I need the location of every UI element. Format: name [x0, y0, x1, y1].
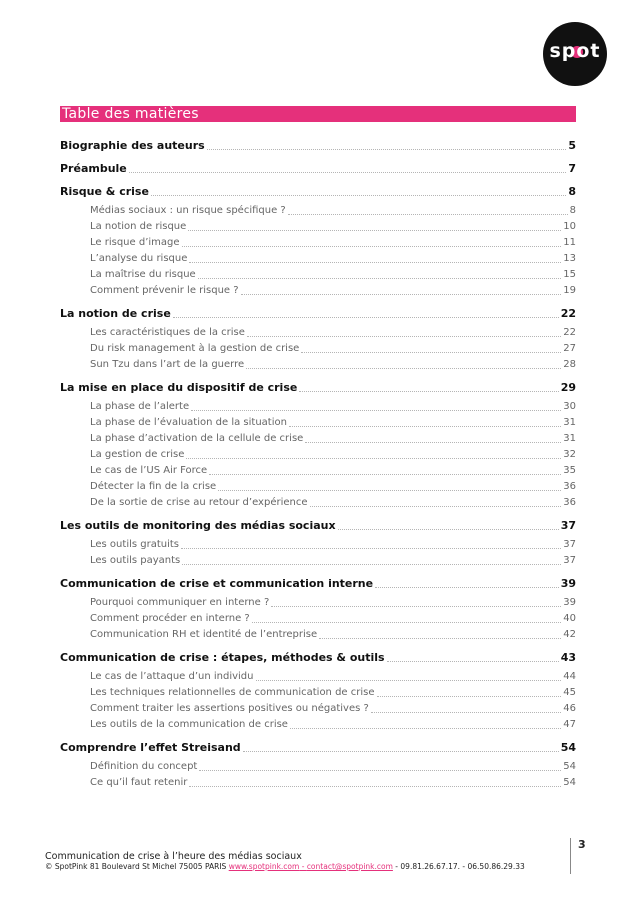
toc-leader-dots: [289, 415, 561, 427]
toc-entry-title: Risque & crise: [60, 185, 149, 198]
toc-entry-page: 13: [563, 253, 576, 264]
toc-leader-dots: [207, 138, 567, 150]
toc-entry-page: 36: [563, 497, 576, 508]
toc-entry-title: Le cas de l’attaque d’un individu: [90, 671, 254, 682]
toc-entry-title: Les outils de la communication de crise: [90, 719, 288, 730]
toc-leader-dots: [191, 399, 561, 411]
toc-subsection-entry[interactable]: [60, 717, 576, 733]
toc-leader-dots: [199, 759, 561, 771]
toc-section-entry[interactable]: [60, 518, 576, 534]
toc-entry-title: La notion de crise: [60, 307, 171, 320]
toc-section-entry[interactable]: [60, 184, 576, 200]
toc-leader-dots: [241, 283, 562, 295]
toc-subsection-entry[interactable]: [60, 669, 576, 685]
toc-section: [60, 650, 576, 733]
toc-leader-dots: [371, 701, 561, 713]
toc-subsection-entry[interactable]: [60, 267, 576, 283]
toc-leader-dots: [246, 357, 561, 369]
toc-entry-page: 8: [568, 185, 576, 198]
toc-subsection-entry[interactable]: [60, 431, 576, 447]
page-number: 3: [578, 838, 586, 851]
toc-subsection-entry[interactable]: [60, 235, 576, 251]
toc-entry-title: Comment traiter les assertions positives ou négatives ?: [90, 703, 369, 714]
toc-leader-dots: [305, 431, 561, 443]
toc-section: [60, 740, 576, 791]
toc-entry-title: Les outils de monitoring des médias sociaux: [60, 519, 336, 532]
logo-text: spot: [549, 40, 601, 62]
toc-leader-dots: [299, 380, 558, 392]
toc-leader-dots: [243, 740, 559, 752]
table-of-contents: [60, 138, 576, 798]
toc-section: [60, 306, 576, 373]
toc-entry-title: Les outils payants: [90, 555, 181, 566]
toc-subsection-entry[interactable]: [60, 495, 576, 511]
footer-separator: -: [299, 862, 307, 871]
toc-entry-page: 40: [563, 613, 576, 624]
toc-subsection-entry[interactable]: [60, 219, 576, 235]
toc-entry-title: La phase de l’évaluation de la situation: [90, 417, 287, 428]
footer-title: Communication de crise à l’heure des médias sociaux: [45, 851, 302, 862]
toc-leader-dots: [319, 627, 561, 639]
toc-entry-title: La phase d’activation de la cellule de crise: [90, 433, 304, 444]
toc-section-entry[interactable]: [60, 306, 576, 322]
toc-subsection-entry[interactable]: [60, 479, 576, 495]
toc-section-entry[interactable]: [60, 650, 576, 666]
toc-entry-page: 35: [563, 465, 576, 476]
toc-section-entry[interactable]: [60, 576, 576, 592]
toc-leader-dots: [387, 650, 559, 662]
toc-entry-page: 19: [563, 285, 576, 296]
spotpink-logo: [543, 22, 607, 86]
toc-entry-title: L’analyse du risque: [90, 253, 188, 264]
toc-leader-dots: [209, 463, 561, 475]
toc-subsection-entry[interactable]: [60, 447, 576, 463]
toc-entry-title: La notion de risque: [90, 221, 187, 232]
toc-entry-title: La phase de l’alerte: [90, 401, 190, 412]
toc-entry-title: Sun Tzu dans l’art de la guerre: [90, 359, 245, 370]
toc-section-entry[interactable]: [60, 380, 576, 396]
toc-subsection-entry[interactable]: [60, 341, 576, 357]
toc-leader-dots: [247, 325, 561, 337]
toc-entry-title: Pourquoi communiquer en interne ?: [90, 597, 270, 608]
toc-leader-dots: [188, 219, 561, 231]
footer-website-link[interactable]: www.spotpink.com: [228, 862, 300, 871]
toc-header-bar: [60, 106, 576, 122]
toc-entry-title: Le cas de l’US Air Force: [90, 465, 208, 476]
toc-entry-page: 37: [563, 539, 576, 550]
toc-subsection-entry[interactable]: [60, 775, 576, 791]
toc-entry-title: Les outils gratuits: [90, 539, 180, 550]
toc-entry-title: Comment procéder en interne ?: [90, 613, 250, 624]
toc-leader-dots: [218, 479, 561, 491]
toc-entry-page: 11: [563, 237, 576, 248]
toc-subsection-entry[interactable]: [60, 627, 576, 643]
toc-subsection-entry[interactable]: [60, 759, 576, 775]
toc-subsection-entry[interactable]: [60, 611, 576, 627]
toc-subsection-entry[interactable]: [60, 701, 576, 717]
toc-entry-page: 30: [563, 401, 576, 412]
toc-section: [60, 576, 576, 643]
toc-entry-title: De la sortie de crise au retour d’expérience: [90, 497, 308, 508]
toc-entry-page: 22: [560, 307, 576, 320]
toc-entry-title: Le risque d’image: [90, 237, 180, 248]
toc-subsection-entry[interactable]: [60, 283, 576, 299]
toc-entry-page: 27: [563, 343, 576, 354]
toc-leader-dots: [151, 184, 566, 196]
toc-entry-page: 37: [560, 519, 576, 532]
toc-entry-page: 54: [563, 761, 576, 772]
toc-subsection-entry[interactable]: [60, 357, 576, 373]
toc-leader-dots: [310, 495, 562, 507]
toc-section: [60, 161, 576, 177]
toc-entry-page: 5: [568, 139, 576, 152]
toc-leader-dots: [288, 203, 568, 215]
toc-leader-dots: [198, 267, 562, 279]
toc-title: Table des matières: [62, 106, 199, 122]
toc-section: [60, 138, 576, 154]
footer-address: © SpotPink 81 Boulevard St Michel 75005 PARIS: [45, 862, 229, 871]
toc-entry-page: 44: [563, 671, 576, 682]
toc-section-entry[interactable]: [60, 740, 576, 756]
toc-entry-title: Communication RH et identité de l’entreprise: [90, 629, 318, 640]
footer-email-link[interactable]: contact@spotpink.com: [306, 862, 393, 871]
toc-subsection-entry[interactable]: [60, 399, 576, 415]
toc-entry-page: 31: [563, 417, 576, 428]
toc-entry-title: Détecter la fin de la crise: [90, 481, 217, 492]
toc-leader-dots: [252, 611, 562, 623]
toc-entry-title: Les caractéristiques de la crise: [90, 327, 245, 338]
toc-entry-title: La maîtrise du risque: [90, 269, 196, 280]
toc-subsection-entry[interactable]: [60, 415, 576, 431]
toc-leader-dots: [189, 251, 561, 263]
toc-entry-title: Comment prévenir le risque ?: [90, 285, 239, 296]
toc-entry-page: 10: [563, 221, 576, 232]
toc-entry-page: 39: [560, 577, 576, 590]
toc-leader-dots: [129, 161, 567, 173]
toc-subsection-entry[interactable]: [60, 203, 576, 219]
toc-leader-dots: [290, 717, 561, 729]
toc-subsection-entry[interactable]: [60, 595, 576, 611]
toc-entry-page: 22: [563, 327, 576, 338]
toc-section: [60, 184, 576, 299]
toc-section: [60, 518, 576, 569]
toc-entry-page: 28: [563, 359, 576, 370]
toc-entry-title: Communication de crise : étapes, méthodes & outils: [60, 651, 385, 664]
toc-subsection-entry[interactable]: [60, 251, 576, 267]
toc-leader-dots: [189, 775, 561, 787]
toc-leader-dots: [186, 447, 561, 459]
toc-leader-dots: [256, 669, 562, 681]
toc-leader-dots: [173, 306, 559, 318]
toc-entry-page: 54: [563, 777, 576, 788]
toc-leader-dots: [377, 685, 562, 697]
toc-entry-title: Communication de crise et communication interne: [60, 577, 374, 590]
toc-entry-page: 29: [560, 381, 576, 394]
toc-entry-title: La gestion de crise: [90, 449, 185, 460]
toc-entry-page: 36: [563, 481, 576, 492]
toc-entry-title: Les techniques relationnelles de communication de crise: [90, 687, 375, 698]
toc-leader-dots: [182, 235, 562, 247]
toc-entry-page: 7: [568, 162, 576, 175]
toc-entry-title: Du risk management à la gestion de crise: [90, 343, 300, 354]
toc-entry-page: 42: [563, 629, 576, 640]
toc-subsection-entry[interactable]: [60, 537, 576, 553]
toc-entry-title: La mise en place du dispositif de crise: [60, 381, 298, 394]
toc-entry-page: 8: [569, 205, 576, 216]
toc-subsection-entry[interactable]: [60, 463, 576, 479]
footer-phones: - 09.81.26.67.17. - 06.50.86.29.33: [392, 862, 525, 871]
toc-subsection-entry[interactable]: [60, 325, 576, 341]
toc-entry-page: 54: [560, 741, 576, 754]
toc-entry-page: 15: [563, 269, 576, 280]
toc-entry-page: 32: [563, 449, 576, 460]
toc-leader-dots: [271, 595, 561, 607]
toc-entry-page: 47: [563, 719, 576, 730]
footer-contact: [45, 862, 525, 871]
toc-section: [60, 380, 576, 511]
toc-entry-title: Comprendre l’effet Streisand: [60, 741, 241, 754]
toc-section-entry[interactable]: [60, 161, 576, 177]
toc-leader-dots: [301, 341, 561, 353]
toc-entry-title: Ce qu’il faut retenir: [90, 777, 188, 788]
toc-entry-page: 43: [560, 651, 576, 664]
toc-entry-title: Biographie des auteurs: [60, 139, 205, 152]
toc-leader-dots: [181, 537, 561, 549]
toc-subsection-entry[interactable]: [60, 553, 576, 569]
toc-entry-title: Médias sociaux : un risque spécifique ?: [90, 205, 286, 216]
toc-entry-title: Définition du concept: [90, 761, 198, 772]
toc-leader-dots: [375, 576, 559, 588]
toc-entry-page: 39: [563, 597, 576, 608]
toc-entry-page: 37: [563, 555, 576, 566]
toc-entry-title: Préambule: [60, 162, 127, 175]
toc-section-entry[interactable]: [60, 138, 576, 154]
toc-subsection-entry[interactable]: [60, 685, 576, 701]
toc-entry-page: 46: [563, 703, 576, 714]
toc-entry-page: 45: [563, 687, 576, 698]
footer-divider: [570, 838, 571, 874]
toc-leader-dots: [182, 553, 561, 565]
toc-entry-page: 31: [563, 433, 576, 444]
toc-leader-dots: [338, 518, 559, 530]
